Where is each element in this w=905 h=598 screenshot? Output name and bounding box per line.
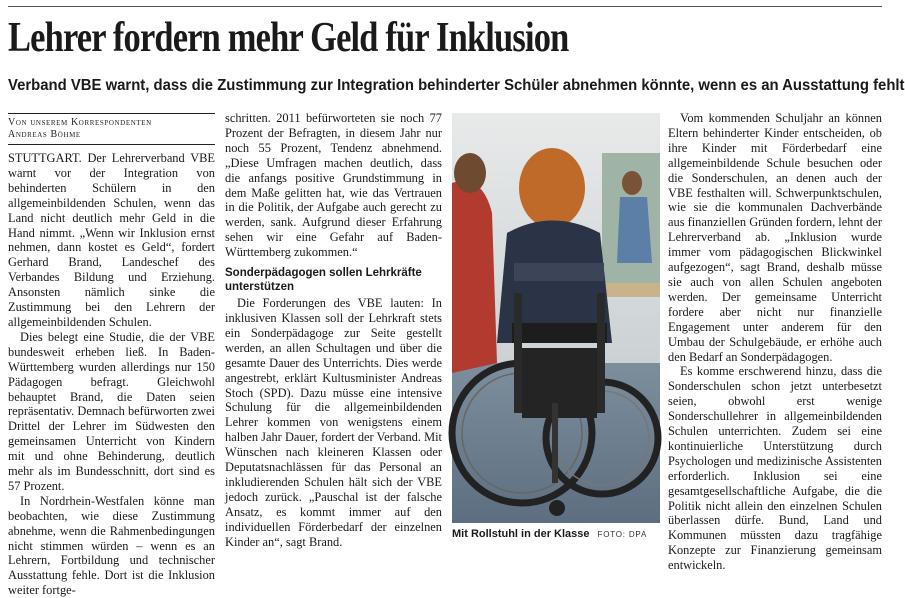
- dateline: STUTTGART.: [8, 151, 82, 165]
- paragraph: Dies belegt eine Studie, die der VBE bundesweit erheben ließ. In Baden-Württemberg wurden allerdings nur 150 Pädagogen befragt. Gleichwohl behauptet Brand, die Daten seien repräsentativ. Demnach befürworten zwei Drittel der Lehrer im Südwesten den gemeinsamen Unterricht von Kindern mit und ohne Behinderung, deutlich mehr als im Bundesschnitt, dort sind es 57 Prozent.: [8, 329, 215, 493]
- byline-line-2: Andreas Böhme: [8, 129, 81, 140]
- top-rule: [8, 6, 882, 7]
- byline-rule-bottom: [8, 144, 215, 145]
- photo-caption: [452, 527, 660, 542]
- paragraph: Die Forderungen des VBE lauten: In inklusiven Klassen soll der Lehrkraft stets ein Sonderpädagoge zur Seite gestellt werden, an allen Schultagen und über die gesamte Dauer des Unterrichts. Dies werde angestrebt, erklärt Kultusminister Andreas Stoch (SPD). Dazu müsse eine intensive Schulung für die allgemeinbildenden Lehrer kommen von wenigstens einem halben Jahr Dauer, fordert der Verband. Mit Wünschen nach kleineren Klassen oder Deputatsnachlässen für das Personal an inkludierenden Schulen hält sich der VBE jedoch zurück. „Pauschal ist der falsche Ansatz, es kommt immer auf den individuellen Förderbedarf der einzelnen Kinder an“, sagt Brand.: [225, 296, 442, 549]
- wheelchair-classroom-image: [452, 113, 660, 523]
- byline-rule-top: [8, 113, 215, 114]
- article-column-2: [225, 111, 442, 549]
- article-column-4: [668, 111, 882, 573]
- paragraph: In Nordrhein-Westfalen könne man beobachten, wie diese Zustimmung abnehme, wenn die Rahmenbedingungen nicht stimmen würden – wenn es an Lehrern, Fortbildung und technischer Ausstattung fehle. Dort ist die Inklusion weiter fortge-: [8, 493, 215, 598]
- caption-text: Mit Rollstuhl in der Klasse: [452, 528, 590, 540]
- section-subheading: Sonderpädagogen sollen Lehrkräfte unterstützen: [225, 267, 422, 294]
- subheadline: Verband VBE warnt, dass die Zustimmung zur Integration behinderter Schüler abnehmen könnte, wenn es an Ausstattung fehlt: [8, 77, 905, 94]
- article-column-1: [8, 113, 215, 598]
- paragraph: schritten. 2011 befürworteten sie noch 77 Prozent der Befragten, in diesem Jahr nur noch 55 Prozent, Tendenz abnehmend. „Diese Umfragen machen deutlich, dass die anfangs positive Grundstimmung in dem Maße gelitten hat, wie das Vertrauen in die Politik, der Aufgabe auch gerecht zu werden, sank. Aufgrund dieser Erfahrung sehen wir eine Gefahr auf Baden-Württemberg zukommen.“: [225, 111, 442, 260]
- paragraph-text: Der Lehrerverband VBE warnt vor der Integration von behinderten Schülern in den allgemeinbildenden Schulen, wenn das Land nicht deutlich mehr Geld in die Hand nimmt. „Wenn wir Inklusion ernst nehmen, dann kostet es Geld“, fordert Gerhard Brand, Landeschef des Verbandes Bildung und Erziehung. Ansonsten nämlich sinke die Zustimmung bei den Lehrern der allgemeinbildenden Schulen.: [8, 151, 215, 329]
- byline-line-1: Von unserem Korrespondenten: [8, 117, 152, 128]
- paragraph: [8, 151, 215, 330]
- article-photo: [452, 113, 660, 523]
- paragraph: Es komme erschwerend hinzu, dass die Sonderschulen schon jetzt unterbesetzt seien, obwohl erst wenige Sonderschullehrer in allgemeinbildenden Schulen unterrichten. Zudem sei eine kontinuierliche Unterstützung durch Psychologen und medizinische Assistenten erforderlich. Inklusion sei eine gesamtgesellschaftliche Aufgabe, die die Politik nicht allein den einzelnen Schulen überlassen dürfe. Bund, Land und Kommunen müssten dazu tragfähige Konzepte zur Finanzierung gemeinsam entwickeln.: [668, 364, 882, 573]
- paragraph: Vom kommenden Schuljahr an können Eltern behinderter Kinder entscheiden, ob ihre Kinder mit Förderbedarf eine allgemeinbildende Schule besuchen oder die Sonderschulen, an denen auch der VBE festhalten will. Schwerpunktschulen, wie sie die kommunalen Dachverbände aus finanziellen Gründen fordern, lehnt der Lehrerverband ab. „Inklusion wurde immer vom pädagogischen Blickwinkel aufgezogen“, sagt Brand, deshalb müsse sie auch von allen Schulen angeboten werden. Der gemeinsame Unterricht fordere aber nicht nur finanzielle Engagement unter anderem für den Umbau der Schulgebäude, er erhöhe auch den Bedarf an Sonderpädagogen.: [668, 111, 882, 364]
- photo-credit: FOTO: DPA: [597, 530, 648, 539]
- headline: Lehrer fordern mehr Geld für Inklusion: [8, 15, 569, 61]
